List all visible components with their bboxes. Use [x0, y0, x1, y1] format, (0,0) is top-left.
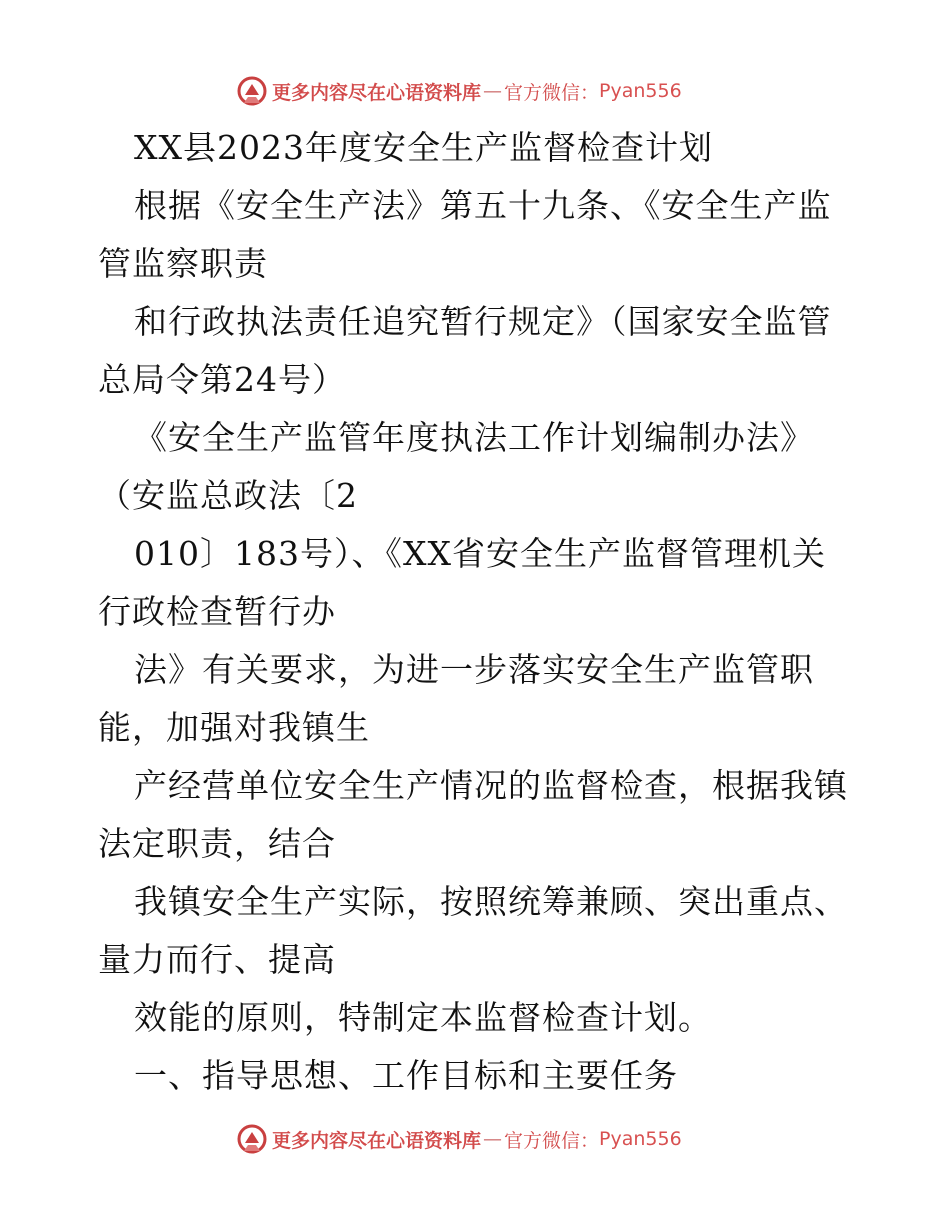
document-line: 管监察职责 — [98, 244, 268, 283]
document-line: 效能的原则，特制定本监督检查计划。 — [134, 998, 712, 1037]
document-line: 我镇安全生产实际，按照统筹兼顾、突出重点、 — [134, 882, 848, 921]
watermark-wechat-id: Pyan556 — [599, 80, 682, 102]
watermark-dash: — — [483, 80, 503, 102]
document-line: 行政检查暂行办 — [98, 592, 336, 631]
document-line: 法定职责，结合 — [98, 824, 336, 863]
document-line: 量力而行、提高 — [98, 940, 336, 979]
watermark-brand: 更多内容尽在心语资料库 — [272, 1129, 482, 1152]
document-line: 总局令第24号） — [98, 360, 346, 399]
document-line: （安监总政法〔2 — [98, 476, 358, 515]
watermark-footer — [236, 1122, 682, 1156]
watermark-dash: — — [483, 1128, 503, 1150]
watermark-official-label: 官方微信： — [504, 1129, 600, 1152]
document-line: 根据《安全生产法》第五十九条、《安全生产监 — [134, 186, 832, 225]
document-title: XX县2023年度安全生产监督检查计划 — [134, 128, 713, 167]
document-line: 产经营单位安全生产情况的监督检查，根据我镇 — [134, 766, 848, 805]
watermark-official-label: 官方微信： — [504, 81, 600, 104]
section-heading: 一、指导思想、工作目标和主要任务 — [134, 1056, 678, 1095]
watermark-brand: 更多内容尽在心语资料库 — [272, 81, 482, 104]
document-line: 《安全生产监管年度执法工作计划编制办法》 — [134, 418, 814, 457]
document-line: 010〕183号）、《XX省安全生产监督管理机关 — [134, 534, 826, 573]
document-line: 法》有关要求，为进一步落实安全生产监管职 — [134, 650, 814, 689]
document-line: 能，加强对我镇生 — [98, 708, 370, 747]
document-line: 和行政执法责任追究暂行规定》（国家安全监管 — [134, 302, 832, 341]
ribbon-badge-icon — [236, 1123, 268, 1155]
watermark-wechat-id: Pyan556 — [599, 1128, 682, 1150]
